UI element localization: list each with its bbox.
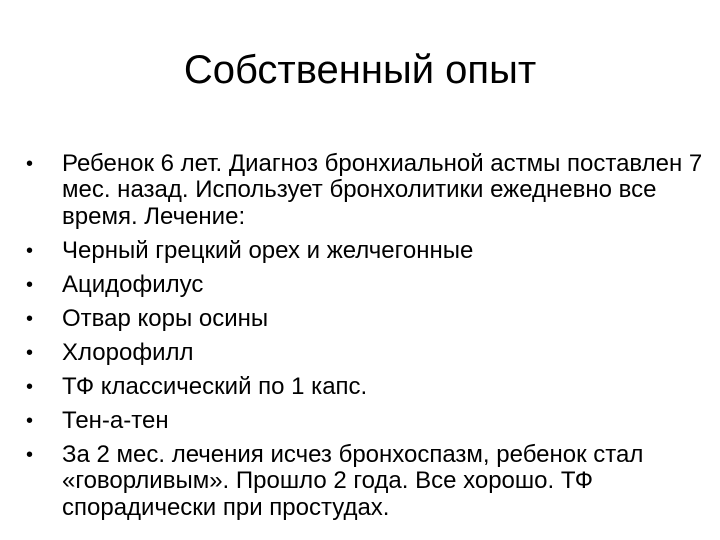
bullet-icon: • <box>26 307 34 330</box>
bullet-icon: • <box>26 273 34 296</box>
bullet-text: Отвар коры осины <box>62 304 269 332</box>
bullet-item <box>26 272 706 298</box>
bullet-icon: • <box>26 153 34 175</box>
bullet-text: За 2 мес. лечения исчез бронхоспазм, ребенок стал «говорливым». Прошло 2 года. Все хорошо. ТФ спорадически при простудах. <box>62 440 644 521</box>
bullet-item <box>26 408 706 434</box>
bullet-text: Ацидофилус <box>62 270 204 298</box>
slide-title: Собственный опыт <box>183 48 537 92</box>
bullet-icon: • <box>26 375 34 398</box>
bullet-icon: • <box>26 341 34 364</box>
bullet-icon: • <box>26 409 34 432</box>
bullet-list <box>26 151 706 529</box>
bullet-item <box>26 306 706 332</box>
bullet-text: Хлорофилл <box>62 338 194 366</box>
bullet-item <box>26 374 706 400</box>
bullet-item <box>26 151 706 230</box>
bullet-text: Тен-а-тен <box>62 406 169 434</box>
bullet-text: ТФ классический по 1 капс. <box>62 372 368 400</box>
bullet-icon: • <box>26 443 34 466</box>
bullet-icon: • <box>26 239 34 262</box>
bullet-item <box>26 238 706 264</box>
bullet-text: Черный грецкий орех и желчегонные <box>62 236 474 264</box>
bullet-item <box>26 340 706 366</box>
bullet-item <box>26 442 706 521</box>
bullet-text: Ребенок 6 лет. Диагноз бронхиальной астмы поставлен 7 мес. назад. Использует бронхолитики ежедневно все время. Лечение: <box>62 150 703 230</box>
